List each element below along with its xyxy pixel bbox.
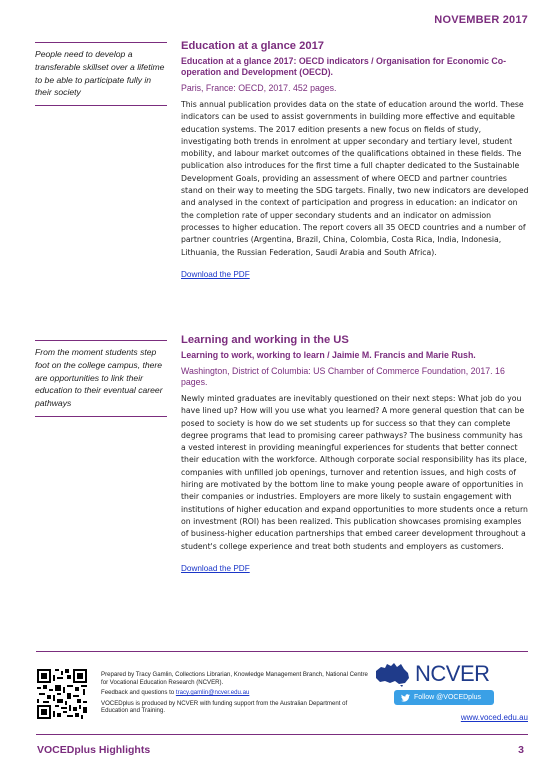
twitter-follow-button[interactable] — [394, 690, 494, 705]
issue-date: NOVEMBER 2017 — [434, 14, 528, 26]
article-entry — [181, 40, 529, 282]
article-publication-details: Paris, France: OECD, 2017. 452 pages. — [181, 83, 337, 93]
article-title: Learning and working in the US — [181, 334, 349, 346]
article-publication-details: Washington, District of Columbia: US Chamber of Commerce Foundation, 2017. 16 pages. — [181, 366, 505, 387]
twitter-bird-icon — [401, 694, 410, 702]
produced-by-text: VOCEDplus is produced by NCVER with funding support from the Australian Department of Education and Training. — [101, 699, 348, 715]
feedback-text — [101, 689, 373, 697]
download-pdf-link[interactable]: Download the PDF — [181, 269, 250, 279]
sidebar-quote: From the moment students step foot on the college campus, there are opportunities to link their education to their eventual career pathways — [35, 340, 167, 417]
download-pdf-link[interactable]: Download the PDF — [181, 563, 250, 573]
qr-code-icon[interactable] — [37, 669, 87, 719]
footer-divider — [36, 734, 528, 735]
publication-name: VOCEDplus Highlights — [37, 744, 151, 756]
ncver-logo-text: NCVER — [415, 661, 490, 686]
article-citation-title: Education at a glance 2017: OECD indicators / Organisation for Economic Co-operation and Development (OECD). — [181, 56, 507, 77]
prepared-by-text: Prepared by Tracy Gamlin, Collections Librarian, Knowledge Management Branch, National Centre for Vocational Education Research (NCVER). — [101, 671, 368, 686]
feedback-prefix: Feedback and questions to — [101, 689, 176, 697]
page-number: 3 — [518, 744, 524, 756]
website-link[interactable]: www.voced.edu.au — [460, 713, 528, 722]
feedback-email-link[interactable]: tracy.gamlin@ncver.edu.au — [175, 689, 250, 697]
article-entry — [181, 334, 529, 576]
twitter-follow-label: Follow @VOCEDplus — [414, 694, 482, 701]
ncver-logo[interactable] — [372, 660, 528, 688]
article-citation-title: Learning to work, working to learn / Jaimie M. Francis and Marie Rush. — [181, 350, 476, 360]
article-abstract: This annual publication provides data on the state of education around the world. These indicators can be used to assist governments in building more effective and equitable education systems. The 2017 edition presents a new focus on fields of study, investigating both trends in enrolment at upper secondary and tertiary level, student mobility, and labour market outcomes of the qualifications obtained in these fields. The publication also introduces for the first time a full chapter dedicated to the Sustainable Development Goals, providing an assessment of where OECD and partner countries stand on their way to meeting the SDG targets. Finally, two new indicators are developed and analysed in the context of participation and progress in education: an indicator on the completion rate of upper secondary students and an indicator on admission processes to higher education. The report covers all 35 OECD countries and a number of partner countries (Argentina, Brazil, China, Colombia, Costa Rica, India, Indonesia, Lithuania, the Russian Federation, Saudi Arabia and South Africa). — [181, 100, 529, 257]
article-abstract: Newly minted graduates are inevitably questioned on their next steps: What job do you have lined up? How will you use what you learned? A more general question that can be posed to society is how do we set students up for success so that they can complete degree programs that lead to promising career pathways? The business community has a vested interest in providing meaningful experiences for students that better connect their education with the workforce. Although corporate social responsibility has its place, companies with unfilled job openings, turnover and retention issues, and high costs of hiring are motivated by the bottom line to make young people aware of opportunities in their companies or industries. Employers are more likely to sustain engagement with institutions of higher education and expand opportunities to more students once a return on investment (ROI) has been realized. This publication showcases promising examples of business-higher education partnerships that embed career development throughout a student's college experience and treat both students and employers as customers. — [181, 394, 528, 551]
article-title: Education at a glance 2017 — [181, 40, 325, 52]
footer-divider — [36, 651, 528, 652]
sidebar-quote: People need to develop a transferable skillset over a lifetime to be able to participate fully in their society — [35, 42, 167, 106]
footer-credits — [101, 671, 373, 718]
australia-map-icon — [372, 661, 412, 687]
